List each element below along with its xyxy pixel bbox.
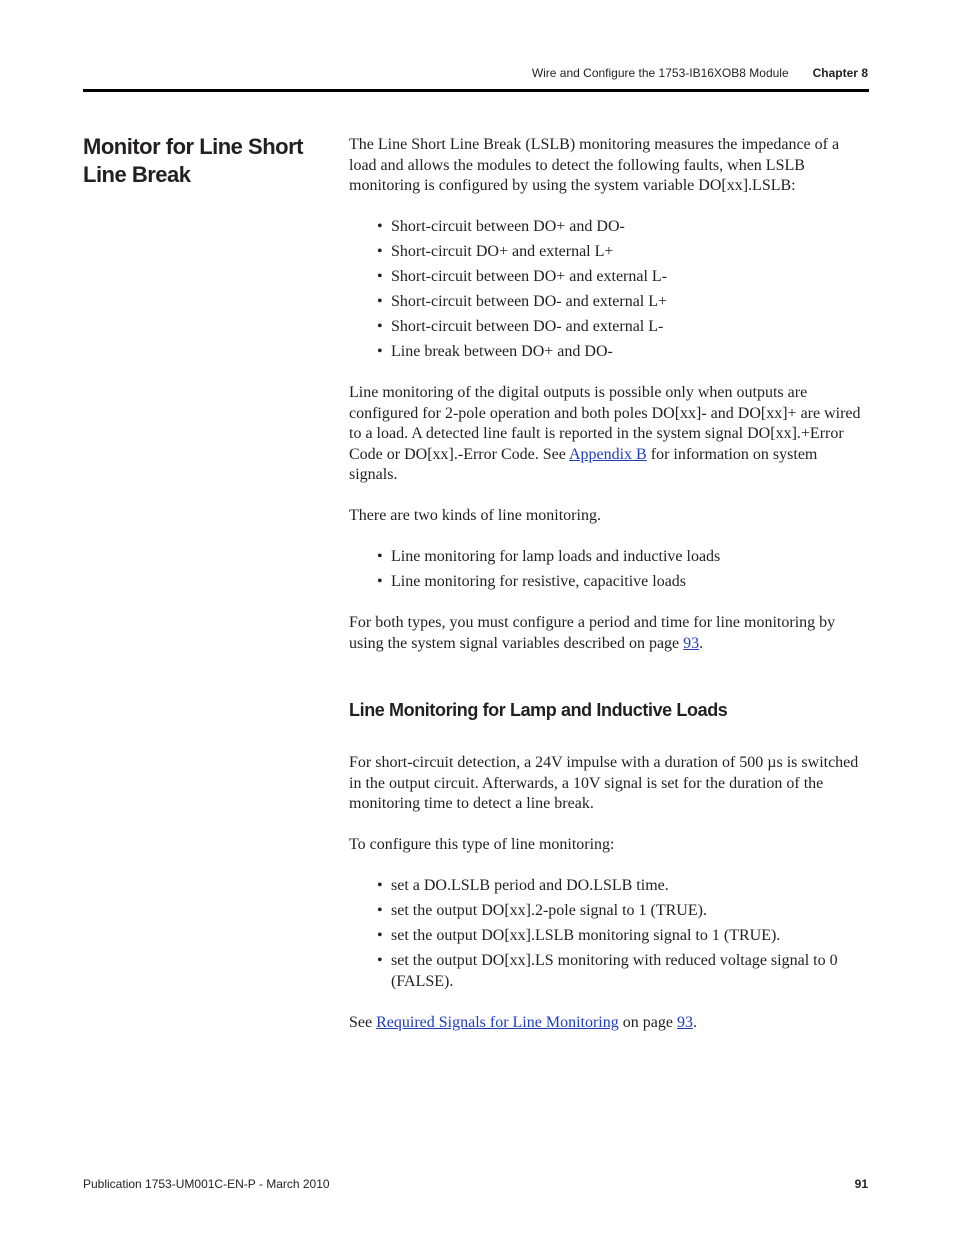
kinds-list — [349, 547, 869, 593]
see-also-text: See — [349, 1013, 377, 1031]
list-item: • Short-circuit between DO+ and external L- — [377, 267, 869, 288]
monitoring-text-end: for information on system signals. — [349, 445, 818, 483]
kinds-intro: There are two kinds of line monitoring. — [349, 507, 601, 524]
list-item: • Short-circuit DO+ and external L+ — [377, 242, 869, 263]
header-module-title: Wire and Configure the 1753-IB16XOB8 Module — [531, 66, 789, 80]
detection-paragraph: For short-circuit detection, a 24V impulse with a duration of 500 µs is switched in the output circuit. Afterwards, a 10V signal is set for the duration of the monitoring time to detect a line break. — [349, 754, 859, 812]
fault-list — [349, 217, 869, 363]
see-also-paragraph — [349, 1013, 869, 1034]
list-item: • set the output DO[xx].LSLB monitoring signal to 1 (TRUE). — [377, 926, 869, 947]
list-item: • set the output DO[xx].2-pole signal to 1 (TRUE). — [377, 901, 869, 922]
configure-steps-list — [349, 876, 869, 992]
both-types-text-end: . — [699, 634, 704, 652]
header-rule — [83, 89, 869, 92]
section-heading: Monitor for Line Short Line Break — [83, 134, 303, 187]
list-item: • Line break between DO+ and DO- — [377, 342, 869, 363]
intro-paragraph: The Line Short Line Break (LSLB) monitoring measures the impedance of a load and allows the modules to detect the following faults, when LSLB monitoring is configured by using the system variable DO[xx].LSLB: — [349, 136, 840, 194]
footer-publication: Publication 1753-UM001C-EN-P - March 2010 — [83, 1177, 330, 1191]
subheading: Line Monitoring for Lamp and Inductive Loads — [349, 700, 728, 720]
appendix-b-link[interactable]: Appendix B — [568, 445, 647, 463]
monitoring-paragraph — [349, 383, 869, 486]
see-also-text-end: . — [692, 1013, 697, 1031]
running-header — [532, 66, 868, 80]
header-chapter: Chapter 8 — [812, 66, 868, 80]
main-content — [349, 135, 869, 1054]
see-also-text-middle: on page — [618, 1013, 677, 1031]
list-item: • set a DO.LSLB period and DO.LSLB time. — [377, 876, 869, 897]
list-item: • Short-circuit between DO- and external L+ — [377, 292, 869, 313]
both-types-text: For both types, you must configure a period and time for line monitoring by using the system signal variables described on page — [349, 614, 836, 652]
monitoring-text: Line monitoring of the digital outputs is possible only when outputs are configured for 2-pole operation and both poles DO[xx]- and DO[xx]+ are wired to a load. A detected line fault is reported in the system signal DO[xx].+Error Code or DO[xx].-Error Code. See — [349, 384, 861, 463]
page-93-link-2[interactable]: 93 — [676, 1013, 693, 1031]
both-types-paragraph — [349, 613, 869, 654]
list-item: • Short-circuit between DO+ and DO- — [377, 217, 869, 238]
required-signals-link[interactable]: Required Signals for Line Monitoring — [376, 1013, 619, 1031]
configure-intro: To configure this type of line monitoring: — [349, 836, 615, 853]
footer-page-number: 91 — [854, 1177, 868, 1191]
list-item: • set the output DO[xx].LS monitoring with reduced voltage signal to 0 (FALSE). — [377, 951, 869, 992]
list-item: • Line monitoring for lamp loads and inductive loads — [377, 547, 869, 568]
page-93-link[interactable]: 93 — [683, 634, 700, 652]
list-item: • Line monitoring for resistive, capacitive loads — [377, 572, 869, 593]
list-item: • Short-circuit between DO- and external L- — [377, 317, 869, 338]
